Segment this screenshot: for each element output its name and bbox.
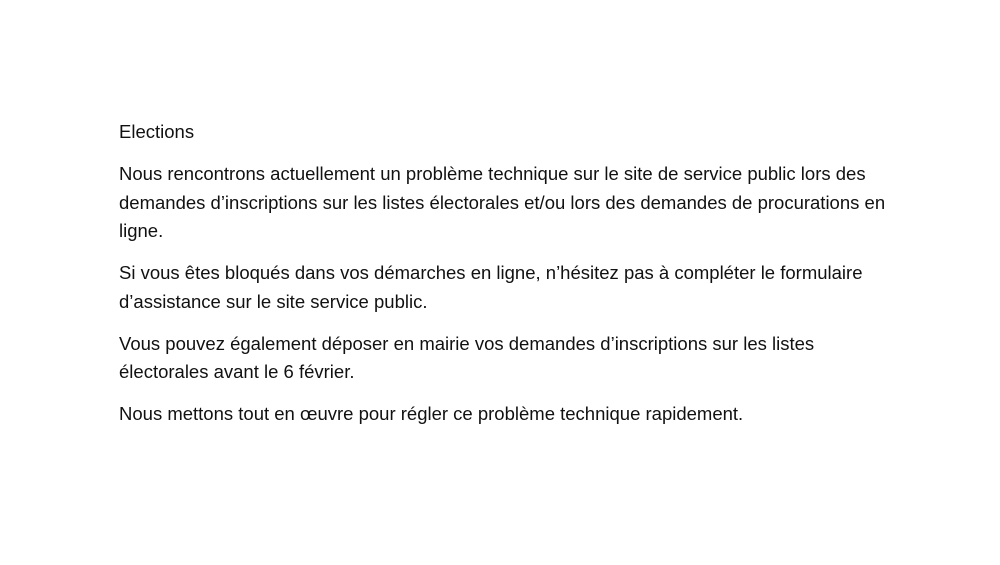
notice-paragraph-mairie-deadline: Vous pouvez également déposer en mairie vos demandes d’inscriptions sur les listes électorales avant le 6 février. <box>119 332 815 382</box>
notice <box>119 118 889 442</box>
notice-paragraph-technical-problem: Nous rencontrons actuellement un problème technique sur le site de service public lors des demandes d’inscriptions sur les listes électorales et/ou lors des demandes de procurations en ligne. <box>119 163 886 241</box>
notice-title: Elections <box>119 121 195 142</box>
notice-paragraph-assistance-form: Si vous êtes bloqués dans vos démarches en ligne, n’hésitez pas à compléter le formulaire d’assistance sur le site service public. <box>119 262 863 312</box>
notice-paragraph-resolution: Nous mettons tout en œuvre pour régler ce problème technique rapidement. <box>119 403 744 424</box>
